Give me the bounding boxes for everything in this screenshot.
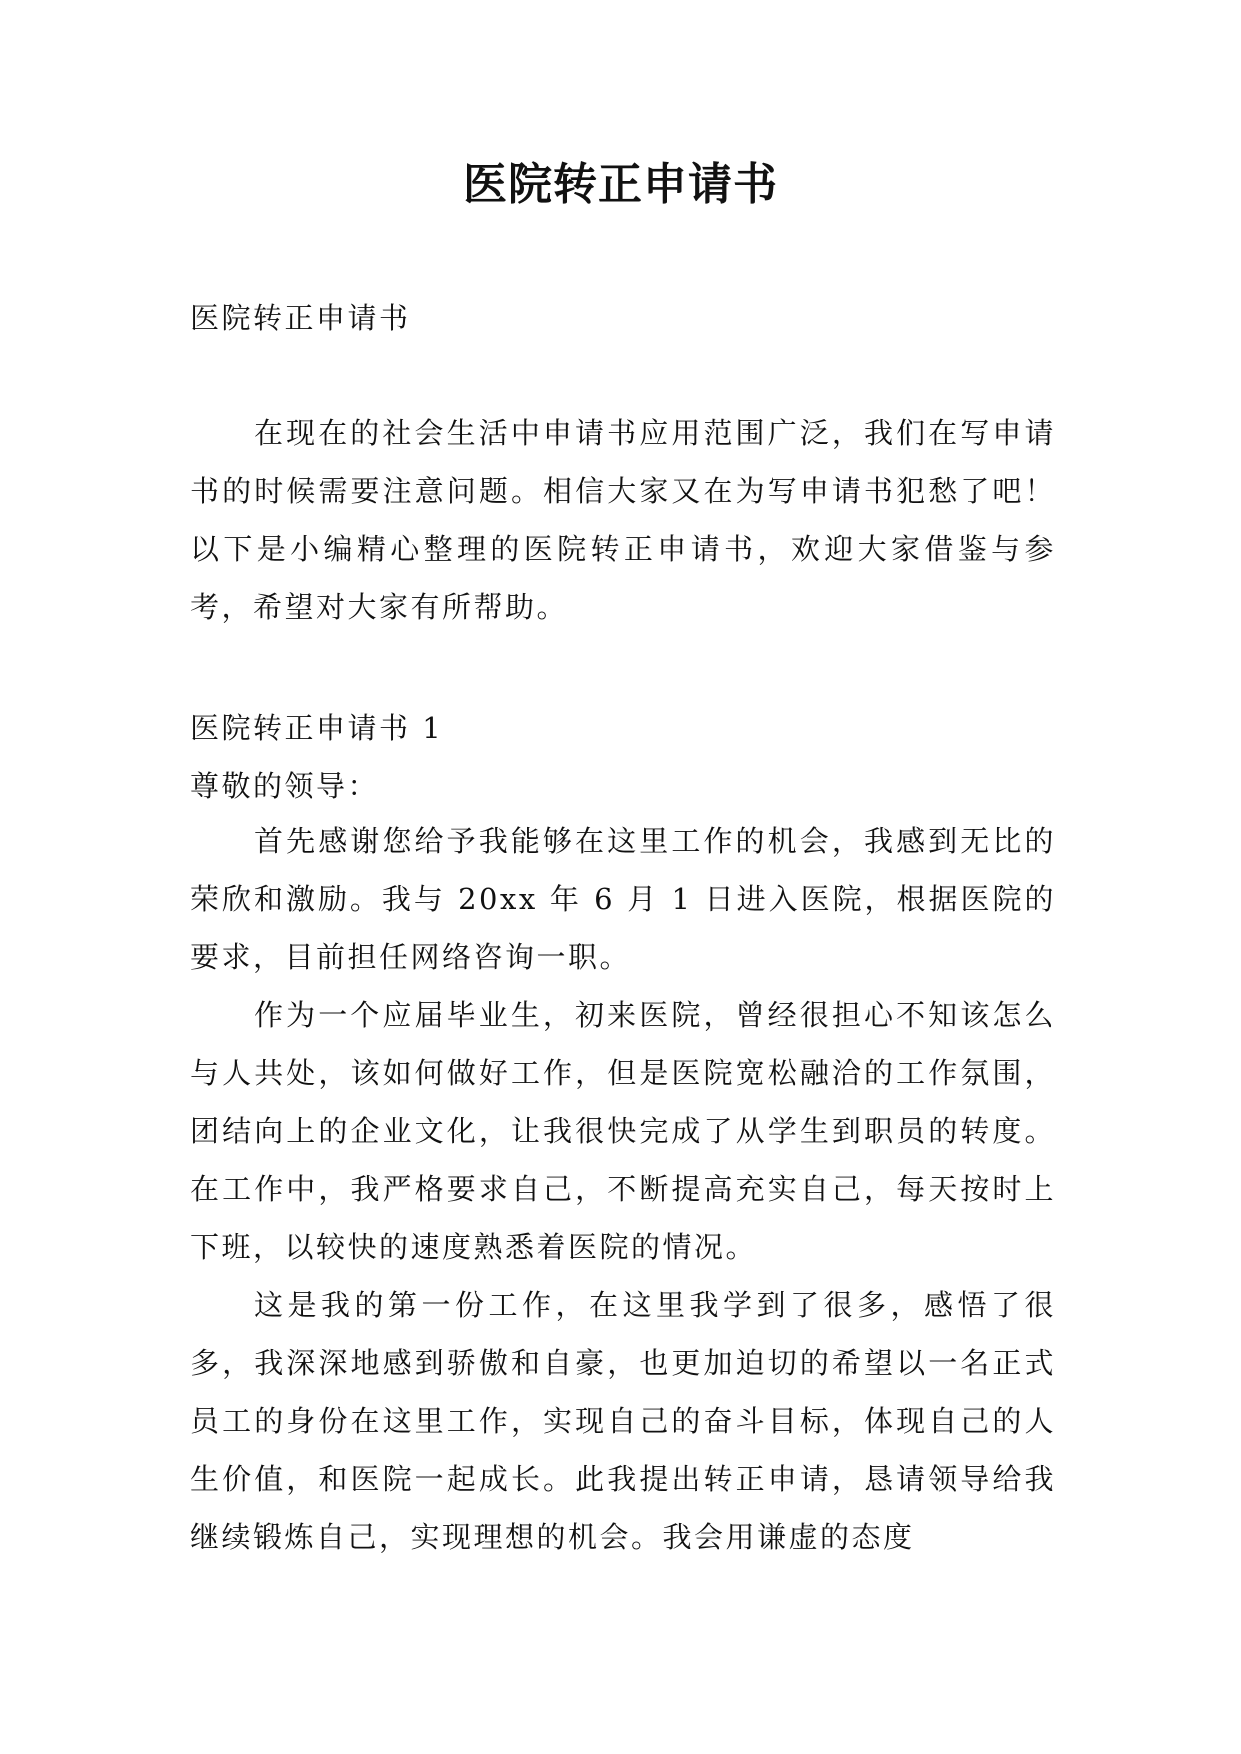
body-paragraph-1: 首先感谢您给予我能够在这里工作的机会，我感到无比的荣欣和激励。我与 20xx 年 6 月 1 日进入医院，根据医院的要求，目前担任网络咨询一职。 bbox=[190, 824, 1056, 974]
salutation: 尊敬的领导： bbox=[190, 769, 380, 803]
intro-paragraph: 在现在的社会生活中申请书应用范围广泛，我们在写申请书的时候需要注意问题。相信大家又在为写申请书犯愁了吧！以下是小编精心整理的医院转正申请书，欢迎大家借鉴与参考，希望对大家有所帮助。 bbox=[190, 416, 1056, 624]
body-paragraph-3: 这是我的第一份工作，在这里我学到了很多，感悟了很多，我深深地感到骄傲和自豪，也更加迫切的希望以一名正式员工的身份在这里工作，实现自己的奋斗目标，体现自己的人生价值，和医院一起成长。此我提出转正申请，恳请领导给我继续锻炼自己，实现理想的机会。我会用谦虚的态度 bbox=[190, 1288, 1056, 1554]
document-subtitle: 医院转正申请书 bbox=[190, 301, 411, 335]
letter-body bbox=[190, 812, 1056, 1566]
document-title: 医院转正申请书 bbox=[463, 159, 778, 210]
section-heading: 医院转正申请书 1 bbox=[190, 711, 444, 745]
body-paragraph-2: 作为一个应届毕业生，初来医院，曾经很担心不知该怎么与人共处，该如何做好工作，但是医院宽松融洽的工作氛围，团结向上的企业文化，让我很快完成了从学生到职员的转度。在工作中，我严格要求自己，不断提高充实自己，每天按时上下班，以较快的速度熟悉着医院的情况。 bbox=[190, 998, 1056, 1264]
